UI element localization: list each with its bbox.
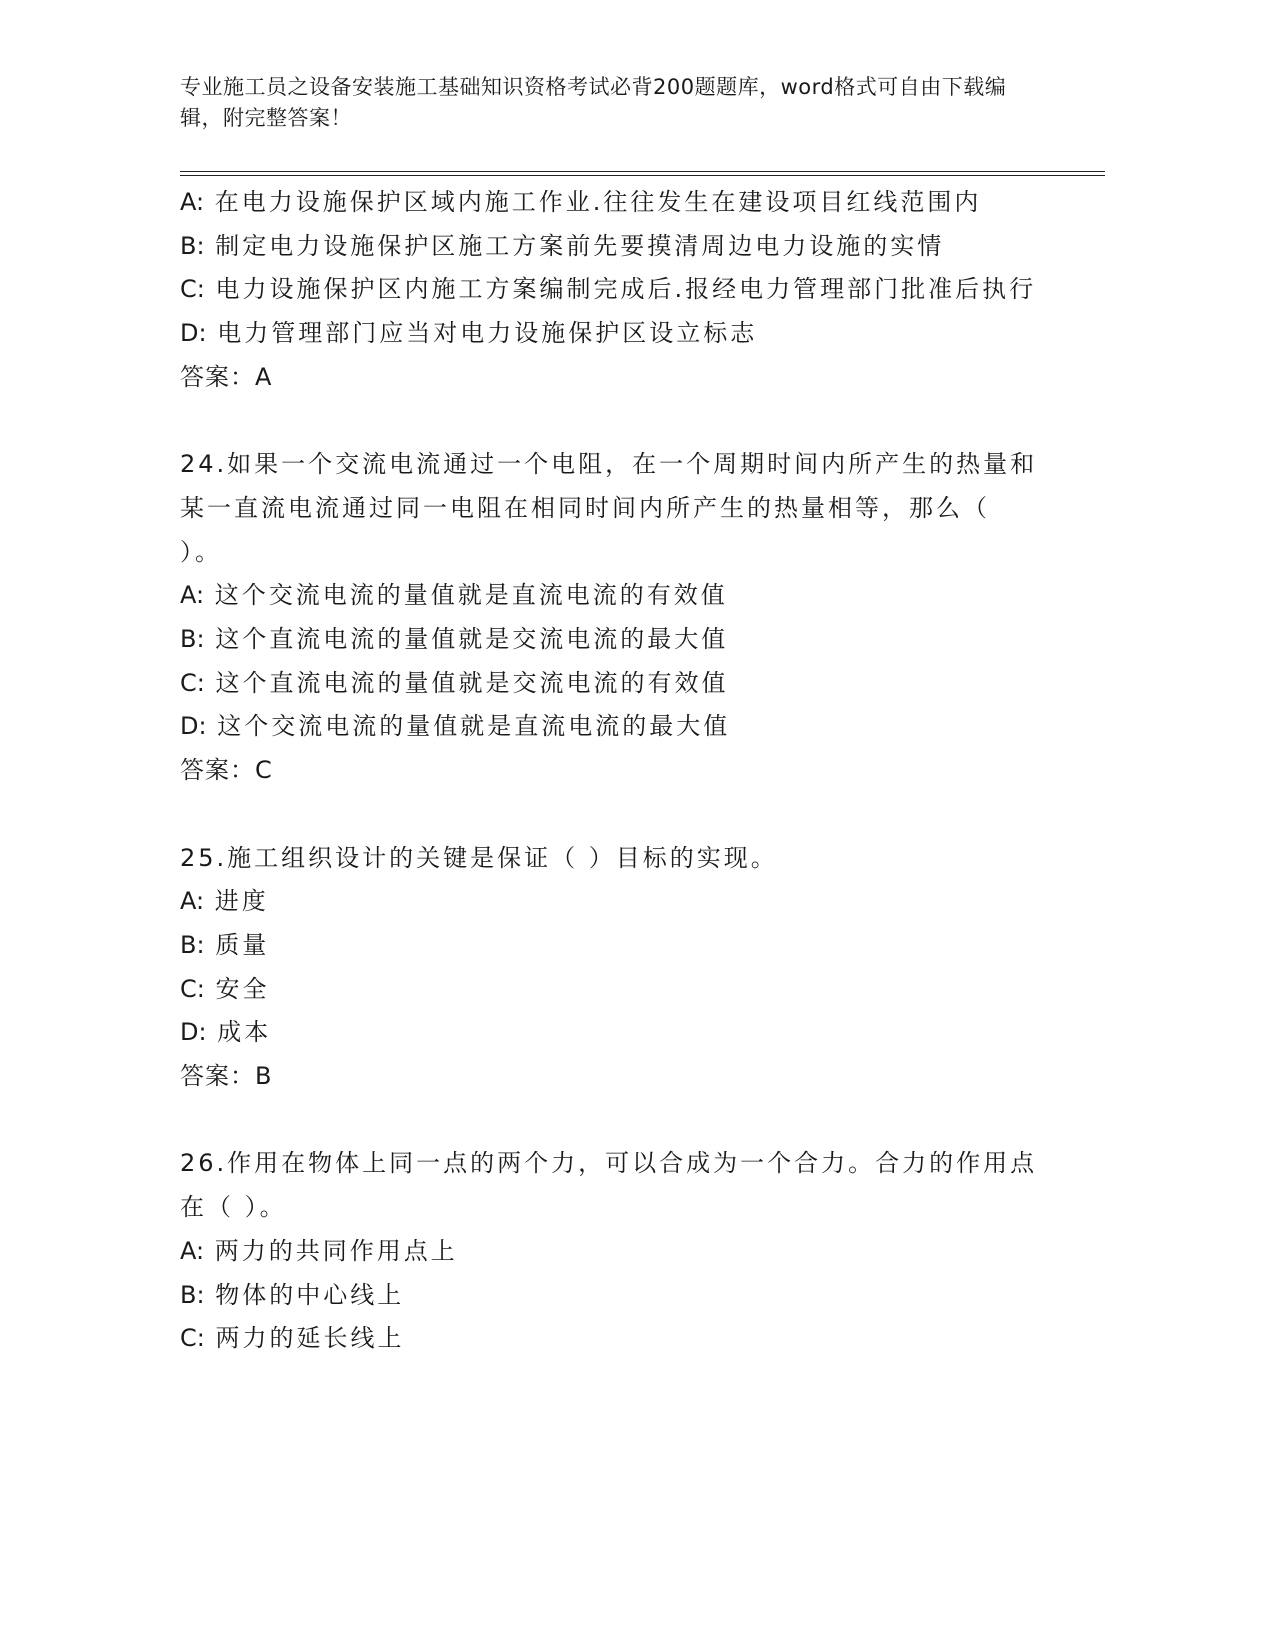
question-24: [180, 443, 1040, 793]
header-divider-top: [180, 171, 1105, 172]
question-list: [180, 181, 1040, 1361]
header-divider-bottom: [180, 175, 1105, 176]
question-stem: 24.如果一个交流电流通过一个电阻，在一个周期时间内所产生的热量和某一直流电流通过同一电阻在相同时间内所产生的热量相等，那么（ ）。: [180, 450, 1038, 566]
option-d: D: 成本: [180, 1018, 272, 1047]
option-a: A: 在电力设施保护区域内施工作业.往往发生在建设项目红线范围内: [180, 188, 982, 216]
option-a: A: 这个交流电流的量值就是直流电流的有效值: [180, 581, 728, 610]
option-b: B: 这个直流电流的量值就是交流电流的最大值: [180, 625, 729, 654]
spacer: [180, 400, 1040, 444]
question-26: [180, 1142, 1040, 1361]
option-d: D: 这个交流电流的量值就是直流电流的最大值: [180, 712, 731, 741]
document-title: 专业施工员之设备安装施工基础知识资格考试必背200题题库，word格式可自由下载编辑，附完整答案！: [180, 75, 1007, 130]
question-25: [180, 837, 1040, 1099]
answer-label: 答案：C: [180, 756, 273, 785]
option-c: C: 这个直流电流的量值就是交流电流的有效值: [180, 668, 729, 697]
option-a: A: 进度: [180, 887, 269, 916]
option-b: B: 质量: [180, 930, 270, 959]
option-c: C: 电力设施保护区内施工方案编制完成后.报经电力管理部门批准后执行: [180, 275, 1037, 304]
spacer: [180, 1099, 1040, 1143]
question-stem: 26.作用在物体上同一点的两个力，可以合成为一个合力。合力的作用点在（ ）。: [180, 1149, 1038, 1222]
spacer: [180, 793, 1040, 837]
option-d: D: 电力管理部门应当对电力设施保护区设立标志: [180, 319, 758, 348]
option-a: A: 两力的共同作用点上: [180, 1236, 458, 1265]
answer-label: 答案：A: [180, 362, 273, 391]
option-c: C: 安全: [180, 974, 270, 1003]
option-b: B: 物体的中心线上: [180, 1280, 405, 1309]
document-header: [180, 72, 1040, 134]
option-c: C: 两力的延长线上: [180, 1324, 405, 1353]
question-stem: 25.施工组织设计的关键是保证（ ）目标的实现。: [180, 843, 778, 872]
option-b: B: 制定电力设施保护区施工方案前先要摸清周边电力设施的实情: [180, 231, 945, 260]
answer-label: 答案：B: [180, 1062, 273, 1091]
question-23-continued: [180, 181, 1040, 400]
